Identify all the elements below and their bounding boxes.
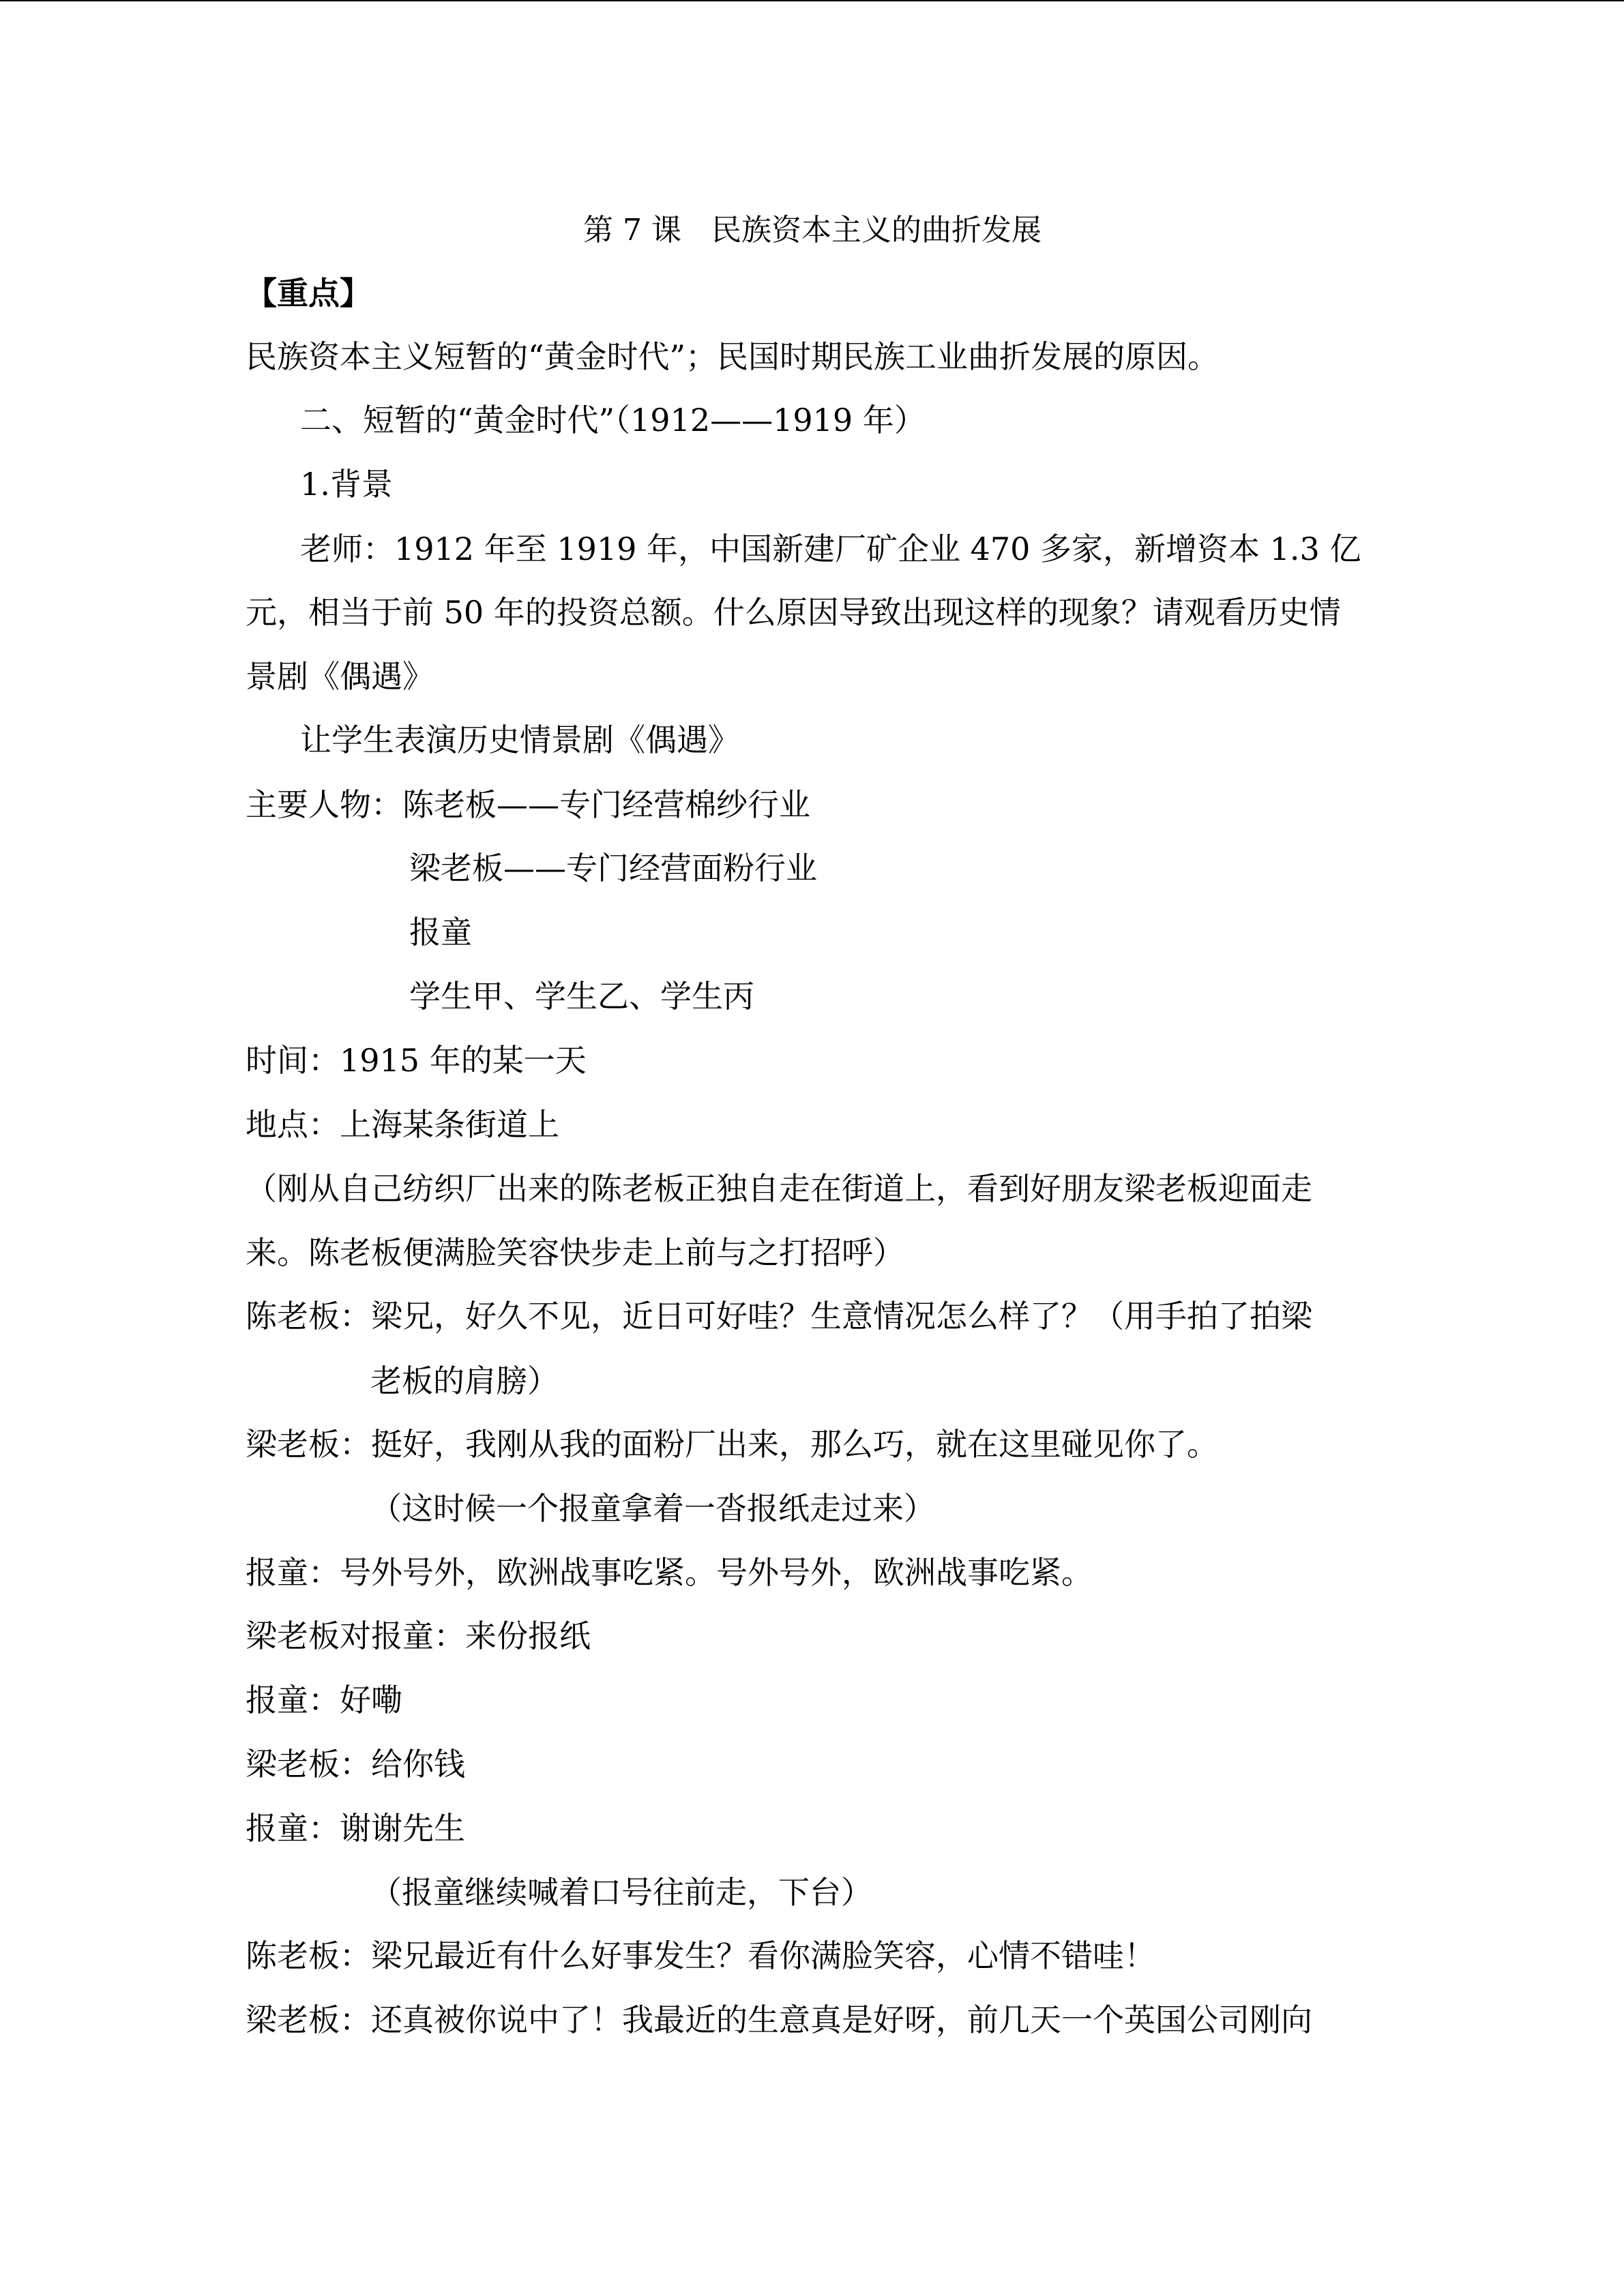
time-line: 时间：1915 年的某一天 <box>246 1042 587 1079</box>
character-list-line: 报童 <box>409 914 472 951</box>
stage-direction-line: 来。陈老板便满脸笑容快步走上前与之打招呼） <box>246 1234 904 1271</box>
section-heading: 二、短暂的“黄金时代”（1912——1919 年） <box>300 402 926 438</box>
dialogue-line: 梁老板对报童：来份报纸 <box>246 1617 591 1654</box>
character-list-line: 主要人物：陈老板——专门经营棉纱行业 <box>246 786 810 823</box>
dialogue-line: 陈老板：梁兄，好久不见，近日可好哇？生意情况怎么样了？（用手拍了拍梁 <box>246 1298 1312 1335</box>
stage-direction-line: （刚从自己纺织厂出来的陈老板正独自走在街道上，看到好朋友梁老板迎面走 <box>246 1170 1312 1207</box>
place-line: 地点：上海某条街道上 <box>246 1106 559 1143</box>
dialogue-line: 老板的肩膀） <box>370 1362 559 1399</box>
lesson-title: 第 7 课 民族资本主义的曲折发展 <box>583 213 1042 248</box>
stage-direction-line: （报童继续喊着口号往前走，下台） <box>370 1874 872 1911</box>
subsection-heading: 1.背景 <box>300 466 393 503</box>
key-points-text: 民族资本主义短暂的“黄金时代”；民国时期民族工业曲折发展的原因。 <box>246 338 1220 375</box>
dialogue-line: 梁老板：挺好，我刚从我的面粉厂出来，那么巧，就在这里碰见你了。 <box>246 1426 1218 1463</box>
paragraph-line: 元，相当于前 50 年的投资总额。什么原因导致出现这样的现象？请观看历史情 <box>246 594 1341 631</box>
stage-direction-line: （这时候一个报童拿着一沓报纸走过来） <box>370 1490 935 1527</box>
dialogue-line: 报童：号外号外，欧洲战事吃紧。号外号外，欧洲战事吃紧。 <box>246 1554 1093 1591</box>
dialogue-line: 梁老板：还真被你说中了！我最近的生意真是好呀，前几天一个英国公司刚向 <box>246 2001 1312 2038</box>
key-points-heading: 【重点】 <box>246 275 371 312</box>
character-list-line: 学生甲、学生乙、学生丙 <box>409 978 754 1015</box>
paragraph-line: 让学生表演历史情景剧《偶遇》 <box>300 721 739 758</box>
paragraph-line: 景剧《偶遇》 <box>246 658 434 695</box>
character-list-line: 梁老板——专门经营面粉行业 <box>409 850 817 886</box>
dialogue-line: 报童：谢谢先生 <box>246 1810 465 1847</box>
dialogue-line: 陈老板：梁兄最近有什么好事发生？看你满脸笑容，心情不错哇！ <box>246 1937 1155 1974</box>
dialogue-line: 报童：好嘞 <box>246 1682 402 1718</box>
dialogue-line: 梁老板：给你钱 <box>246 1746 465 1783</box>
paragraph-line: 老师：1912 年至 1919 年，中国新建厂矿企业 470 多家，新增资本 1.3 亿 <box>300 531 1361 567</box>
